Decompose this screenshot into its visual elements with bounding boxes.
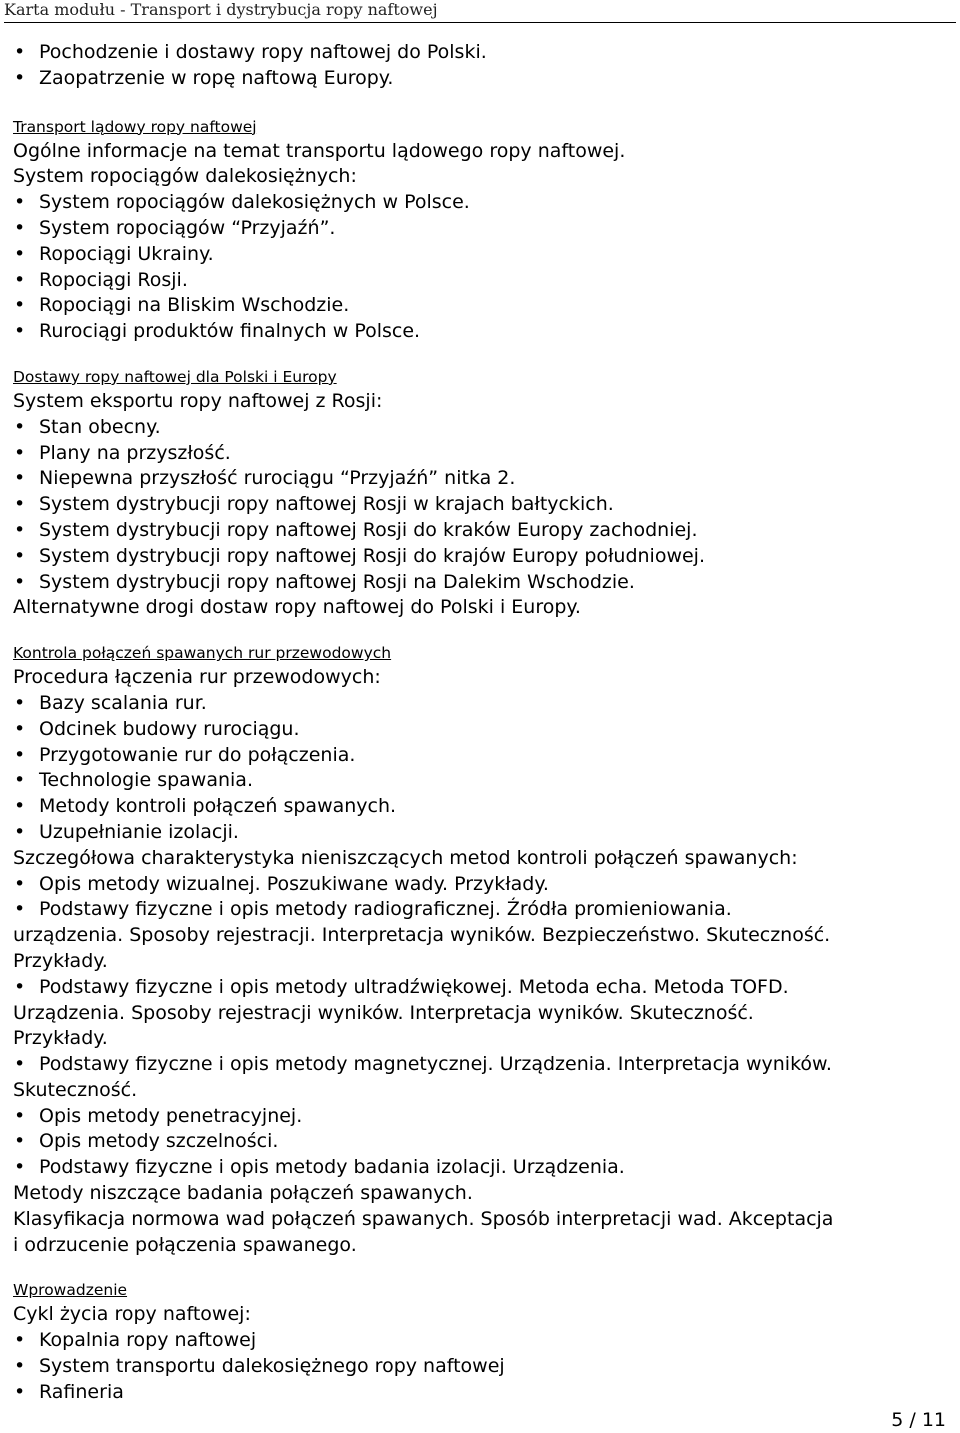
- list-item: • Pochodzenie i dostawy ropy naftowej do Polski.: [13, 40, 948, 66]
- paragraph: urządzenia. Sposoby rejestracji. Interpretacja wyników. Bezpieczeństwo. Skuteczność.: [13, 924, 831, 947]
- paragraph: Klasyfikacja normowa wad połączeń spawanych. Sposób interpretacji wad. Akceptacja: [13, 1207, 834, 1230]
- document-title: Karta modułu - Transport i dystrybucja ropy naftowej: [4, 0, 438, 19]
- list-item: • Przygotowanie rur do połączenia.: [13, 743, 948, 769]
- list-item: • Opis metody szczelności.: [13, 1129, 948, 1155]
- list-item: • Rurociągi produktów finalnych w Polsce.: [13, 319, 948, 345]
- section-heading-dostawy: Dostawy ropy naftowej dla Polski i Europy: [13, 367, 337, 386]
- list-item: • Podstawy fizyczne i opis metody magnetycznej. Urządzenia. Interpretacja wyników.: [13, 1052, 948, 1078]
- paragraph: Skuteczność.: [13, 1078, 138, 1101]
- section-heading-wprowadzenie: Wprowadzenie: [13, 1281, 128, 1300]
- list-item: • Ropociągi Ukrainy.: [13, 242, 948, 268]
- list-item: • Plany na przyszłość.: [13, 441, 948, 467]
- list-item: • Stan obecny.: [13, 415, 948, 441]
- list-item: • Odcinek budowy rurociągu.: [13, 717, 948, 743]
- list-item: • Kopalnia ropy naftowej: [13, 1328, 948, 1354]
- paragraph: Alternatywne drogi dostaw ropy naftowej do Polski i Europy.: [13, 596, 581, 619]
- document-body: [13, 40, 948, 1406]
- list-item: • Opis metody wizualnej. Poszukiwane wady. Przykłady.: [13, 872, 948, 898]
- list-item: • Ropociągi na Bliskim Wschodzie.: [13, 293, 948, 319]
- list-item: • Opis metody penetracyjnej.: [13, 1104, 948, 1130]
- list-item: • Podstawy fizyczne i opis metody badania izolacji. Urządzenia.: [13, 1155, 948, 1181]
- list-item: • Bazy scalania rur.: [13, 691, 948, 717]
- section-heading-transport: Transport lądowy ropy naftowej: [13, 117, 257, 136]
- list-item: • System dystrybucji ropy naftowej Rosji do kraków Europy zachodniej.: [13, 518, 948, 544]
- paragraph: Przykłady.: [13, 949, 108, 972]
- paragraph: Cykl życia ropy naftowej:: [13, 1303, 251, 1326]
- list-item: • Uzupełnianie izolacji.: [13, 820, 948, 846]
- list-item: • System ropociągów dalekosiężnych w Polsce.: [13, 190, 948, 216]
- paragraph: Ogólne informacje na temat transportu lądowego ropy naftowej.: [13, 139, 626, 162]
- list-item: • System dystrybucji ropy naftowej Rosji w krajach bałtyckich.: [13, 492, 948, 518]
- paragraph: System ropociągów dalekosiężnych:: [13, 165, 357, 188]
- list-item: • Niepewna przyszłość rurociągu “Przyjaźń” nitka 2.: [13, 466, 948, 492]
- list-item: • Rafineria: [13, 1380, 948, 1406]
- paragraph: Przykłady.: [13, 1027, 108, 1050]
- list-item: • Metody kontroli połączeń spawanych.: [13, 794, 948, 820]
- paragraph: i odrzucenie połączenia spawanego.: [13, 1233, 357, 1256]
- section-heading-kontrola: Kontrola połączeń spawanych rur przewodowych: [13, 644, 392, 663]
- paragraph: Procedura łączenia rur przewodowych:: [13, 666, 381, 689]
- page-number: 5 / 11: [891, 1409, 946, 1431]
- list-item: • System transportu dalekosiężnego ropy naftowej: [13, 1354, 948, 1380]
- paragraph: Urządzenia. Sposoby rejestracji wyników. Interpretacja wyników. Skuteczność.: [13, 1001, 754, 1024]
- paragraph: System eksportu ropy naftowej z Rosji:: [13, 389, 383, 412]
- list-item: • System dystrybucji ropy naftowej Rosji do krajów Europy południowej.: [13, 544, 948, 570]
- list-item: • System ropociągów “Przyjaźń”.: [13, 216, 948, 242]
- list-item: • Podstawy fizyczne i opis metody ultradźwiękowej. Metoda echa. Metoda TOFD.: [13, 975, 948, 1001]
- list-item: • System dystrybucji ropy naftowej Rosji na Dalekim Wschodzie.: [13, 570, 948, 596]
- page-header: [4, 0, 956, 23]
- list-item: • Zaopatrzenie w ropę naftową Europy.: [13, 66, 948, 92]
- paragraph: Metody niszczące badania połączeń spawanych.: [13, 1182, 473, 1205]
- paragraph: Szczegółowa charakterystyka nieniszczących metod kontroli połączeń spawanych:: [13, 846, 798, 869]
- list-item: • Technologie spawania.: [13, 768, 948, 794]
- list-item: • Podstawy fizyczne i opis metody radiograficznej. Źródła promieniowania.: [13, 897, 948, 923]
- list-item: • Ropociągi Rosji.: [13, 268, 948, 294]
